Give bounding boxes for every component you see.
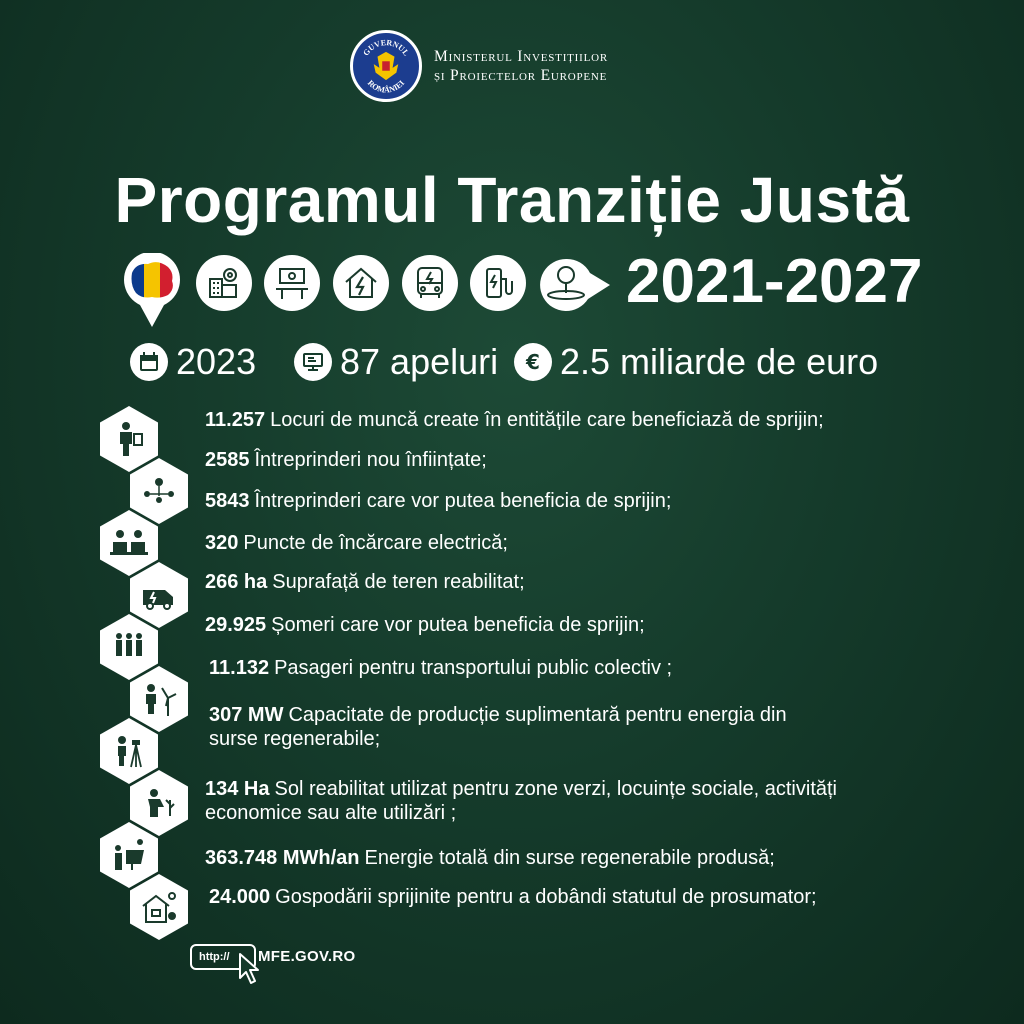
stat-year [130, 338, 256, 386]
solar-panel-icon [100, 822, 158, 888]
government-seal-icon [350, 30, 422, 102]
calendar-icon [130, 343, 168, 381]
euro-icon [514, 343, 552, 381]
item-value: 307 MW [209, 704, 284, 726]
svg-text:€: € [526, 350, 540, 374]
network-people-icon [130, 458, 188, 524]
ministry-header [350, 30, 608, 102]
item-value: 24.000 [209, 886, 271, 908]
item-text: Pasageri pentru transportului public colectiv ; [274, 657, 673, 679]
item-text-continued: surse regenerabile; [209, 728, 381, 750]
romania-map-pin-icon [122, 253, 182, 329]
svg-text:ROMÂNIEI [366, 78, 406, 94]
ministry-line-1: Ministerul Investițiilor [434, 48, 608, 65]
office-desk-icon [264, 255, 320, 311]
electric-vehicle-icon [130, 562, 188, 628]
list-item [205, 448, 487, 472]
page-title: Programul Tranziție Justă [114, 164, 910, 236]
program-period: 2021-2027 [626, 247, 923, 316]
list-item [209, 656, 672, 680]
item-value: 5843 [205, 490, 250, 512]
item-text: Suprafață de teren reabilitat; [272, 571, 525, 593]
worker-icon [100, 406, 158, 472]
surveyor-icon [100, 718, 158, 784]
item-value: 363.748 MWh/an [205, 847, 360, 869]
list-item [205, 531, 508, 555]
computer-icon [294, 343, 332, 381]
ministry-name [434, 47, 608, 85]
ministry-line-2: și Proiectelor Europene [434, 67, 608, 84]
item-text: Gospodării sprijinite pentru a dobândi statutul de prosumator; [275, 886, 817, 908]
item-text: Energie totală din surse regenerabile produsă; [364, 847, 775, 869]
bus-icon [402, 255, 458, 311]
seal-text-bottom: ROMÂNIEI [365, 78, 407, 95]
job-seekers-icon [100, 614, 158, 680]
stat-budget [514, 338, 878, 386]
item-text: Șomeri care vor putea beneficia de sprijin; [271, 614, 645, 636]
list-item [209, 885, 817, 909]
item-value: 134 Ha [205, 778, 270, 800]
list-item [205, 777, 837, 825]
gardener-icon [130, 770, 188, 836]
tree-landscape-icon [538, 257, 612, 313]
item-text: Întreprinderi care vor putea beneficia de sprijin; [254, 490, 672, 512]
item-value: 29.925 [205, 614, 267, 636]
cursor-icon [238, 952, 260, 986]
list-item [205, 408, 824, 432]
solar-house-icon [130, 874, 188, 940]
item-text: Întreprinderi nou înființate; [254, 449, 487, 471]
website-link[interactable]: MFE.GOV.RO [258, 948, 356, 965]
stat-calls-value: 87 apeluri [340, 341, 499, 382]
url-prefix: http:// [199, 951, 230, 963]
list-item [205, 613, 645, 637]
wind-turbine-worker-icon [130, 666, 188, 732]
item-value: 11.132 [209, 657, 270, 679]
factory-gear-icon [196, 255, 252, 311]
stat-year-value: 2023 [176, 341, 257, 382]
seal-text-top: GUVERNUL [361, 38, 411, 58]
item-text-continued: economice sau alte utilizări ; [205, 802, 457, 824]
item-value: 2585 [205, 449, 250, 471]
item-value: 266 ha [205, 571, 268, 593]
item-text: Puncte de încărcare electrică; [243, 532, 508, 554]
stat-budget-value: 2.5 miliarde de euro [560, 341, 879, 382]
item-value: 11.257 [205, 409, 266, 431]
list-item [209, 703, 787, 751]
stat-calls [294, 338, 498, 386]
item-text: Sol reabilitat utilizat pentru zone verzi, locuințe sociale, activități [274, 778, 837, 800]
item-text: Capacitate de producție suplimentară pentru energia din [288, 704, 787, 726]
list-item [205, 489, 671, 513]
house-energy-icon [333, 255, 389, 311]
item-text: Locuri de muncă create în entitățile care beneficiază de sprijin; [270, 409, 824, 431]
list-item [205, 846, 775, 870]
team-meeting-icon [100, 510, 158, 576]
item-value: 320 [205, 532, 239, 554]
list-item [205, 570, 525, 594]
ev-charger-icon [470, 255, 526, 311]
